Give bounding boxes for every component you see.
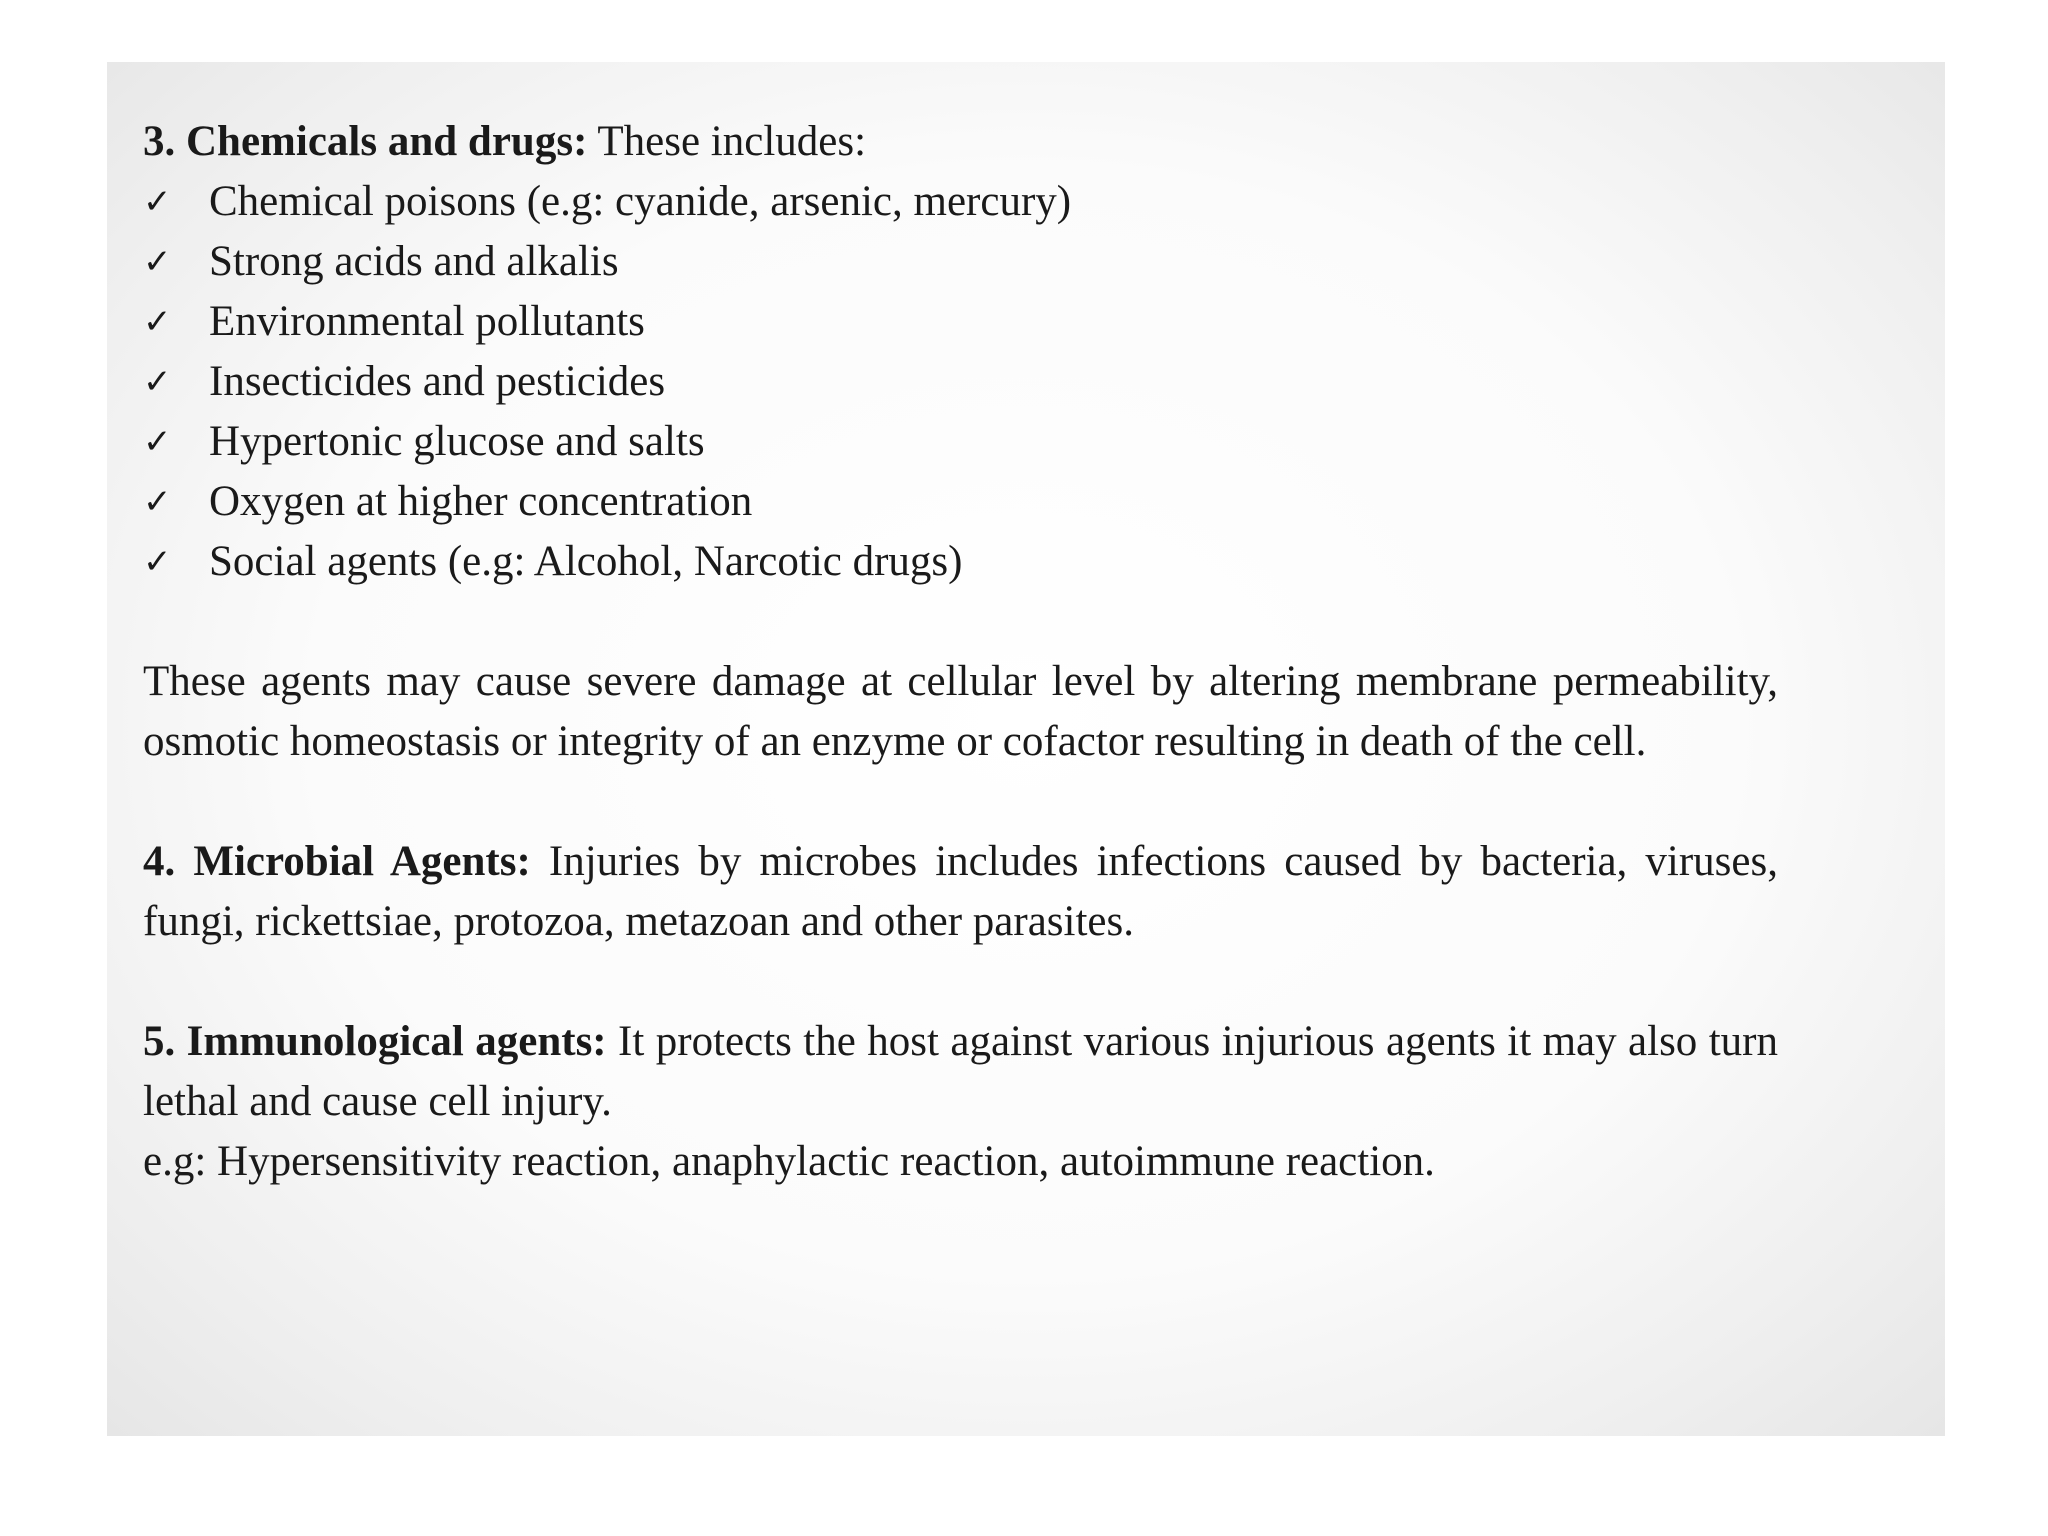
list-item-label: Hypertonic glucose and salts (209, 418, 705, 465)
check-icon: ✓ (143, 182, 172, 222)
list-item-label: Social agents (e.g: Alcohol, Narcotic drugs) (209, 538, 963, 585)
list-item (143, 232, 1778, 292)
chemicals-list (143, 172, 1778, 592)
spacer (143, 952, 1778, 1012)
check-icon: ✓ (143, 362, 172, 402)
check-icon: ✓ (143, 302, 172, 342)
section5-paragraph (143, 1012, 1778, 1132)
section4-heading: 4. Microbial Agents: (143, 838, 531, 885)
list-item-label: Chemical poisons (e.g: cyanide, arsenic, mercury) (209, 178, 1072, 225)
spacer (143, 772, 1778, 832)
check-icon: ✓ (143, 482, 172, 522)
section5-text: It protects the host against various injurious agents it may also turn lethal and cause cell injury. (143, 1018, 1779, 1125)
slide-content (143, 112, 1778, 1192)
list-item (143, 352, 1778, 412)
slide (107, 62, 1945, 1436)
check-icon: ✓ (143, 422, 172, 462)
check-icon: ✓ (143, 242, 172, 282)
list-item-label: Environmental pollutants (209, 298, 645, 345)
spacer (143, 592, 1778, 652)
list-item (143, 412, 1778, 472)
section3-title (143, 112, 1778, 172)
list-item-label: Strong acids and alkalis (209, 238, 619, 285)
list-item (143, 472, 1778, 532)
section5-example: e.g: Hypersensitivity reaction, anaphylactic reaction, autoimmune reaction. (143, 1138, 1435, 1185)
list-item (143, 172, 1778, 232)
list-item-label: Insecticides and pesticides (209, 358, 666, 405)
section3-paragraph: These agents may cause severe damage at cellular level by altering membrane permeability, osmotic homeostasis or integrity of an enzyme or cofactor resulting in death of the cell. (143, 658, 1778, 765)
list-item (143, 292, 1778, 352)
section3-heading: 3. Chemicals and drugs: (143, 118, 588, 165)
section5-heading: 5. Immunological agents: (143, 1018, 607, 1065)
check-icon: ✓ (143, 542, 172, 582)
list-item (143, 532, 1778, 592)
section4-text: Injuries by microbes includes infections caused by bacteria, viruses, fungi, rickettsiae, protozoa, metazoan and other parasites. (143, 838, 1778, 945)
section4-paragraph (143, 832, 1778, 952)
list-item-label: Oxygen at higher concentration (209, 478, 753, 525)
section3-intro: These includes: (587, 118, 867, 165)
